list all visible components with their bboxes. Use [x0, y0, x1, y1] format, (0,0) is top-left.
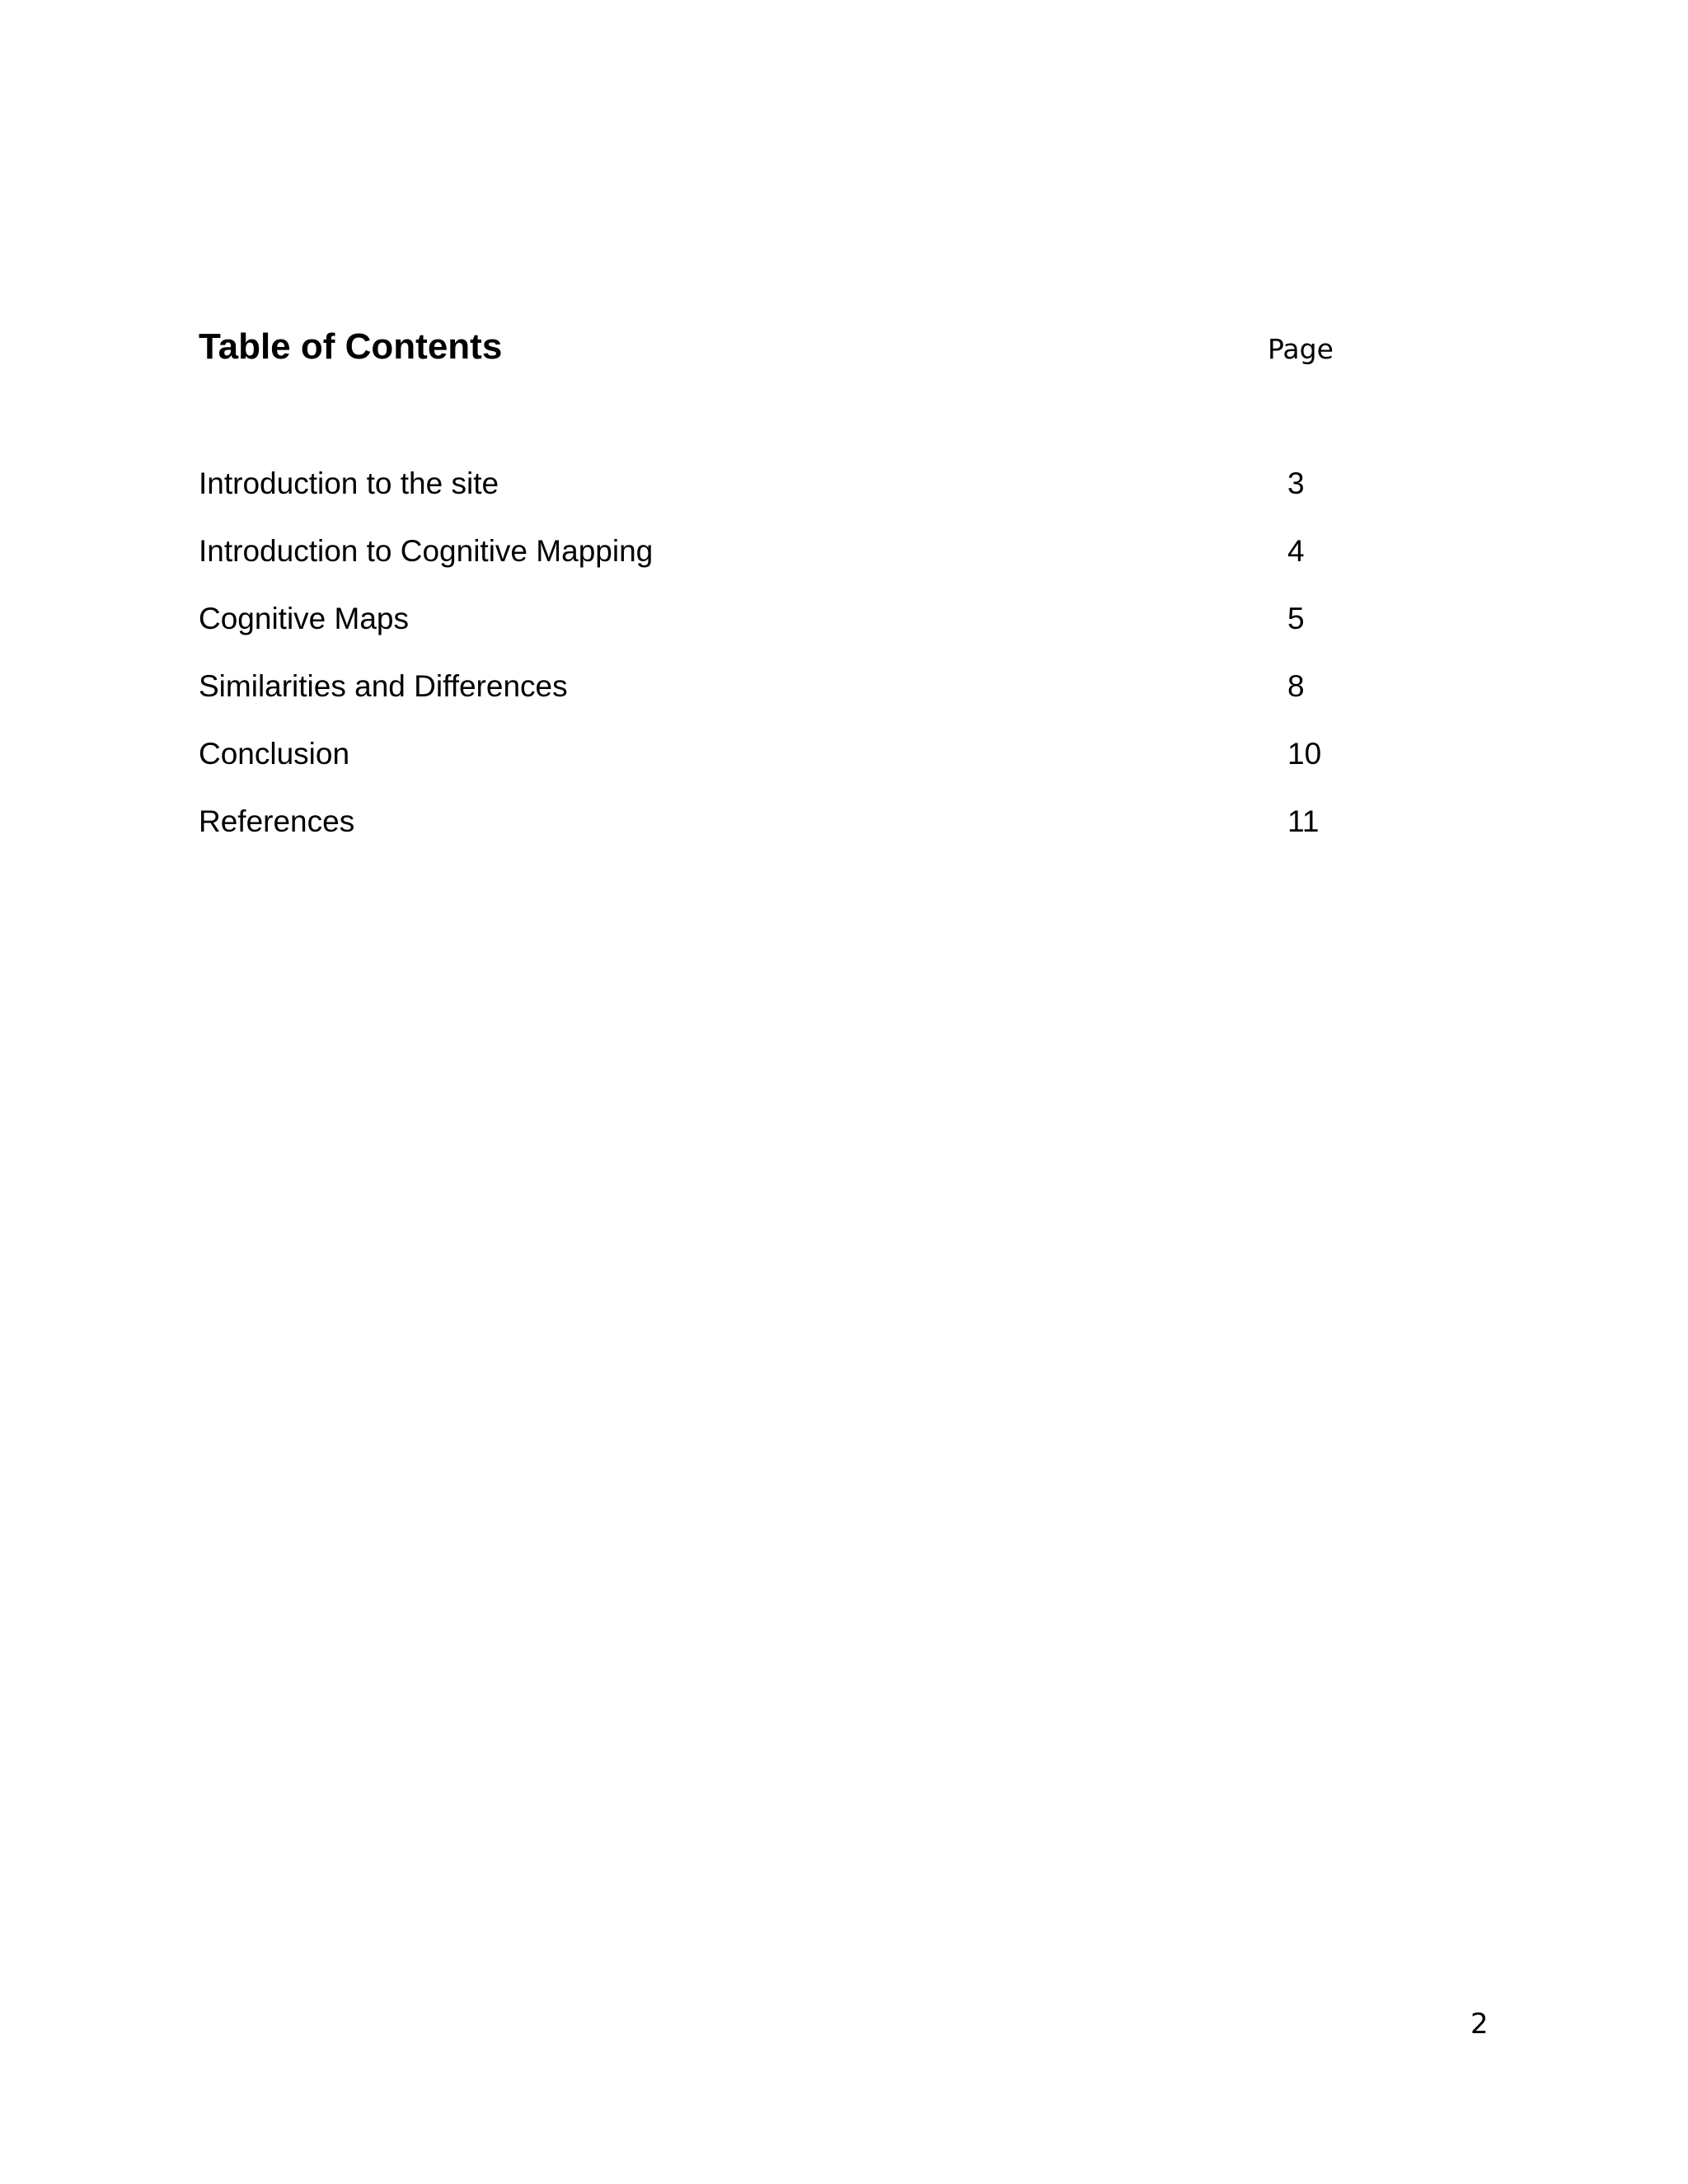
- toc-entry-page: 11: [1287, 804, 1320, 838]
- toc-entry-label: Cognitive Maps: [199, 602, 410, 635]
- toc-entry-label: Introduction to the site: [199, 466, 499, 500]
- page-number: 2: [1470, 2008, 1489, 2041]
- toc-entry: [199, 596, 1353, 642]
- toc-entry-page: 8: [1287, 669, 1305, 703]
- toc-entry-page: 10: [1287, 737, 1322, 771]
- toc-entry: [199, 663, 1353, 710]
- toc-entry: [199, 799, 1353, 845]
- toc-entry-page: 5: [1287, 602, 1305, 635]
- toc-entry-label: Similarities and Differences: [199, 669, 568, 703]
- toc-entry: [199, 731, 1353, 777]
- page-column-header: Page: [1268, 333, 1334, 365]
- toc-entry-page: 4: [1287, 534, 1305, 568]
- toc-entry-label: References: [199, 804, 355, 838]
- toc-entry: [199, 461, 1353, 507]
- toc-entry-label: Introduction to Cognitive Mapping: [199, 534, 654, 568]
- toc-entry-page: 3: [1287, 466, 1305, 500]
- toc-entry-label: Conclusion: [199, 737, 350, 771]
- toc-entry: [199, 528, 1353, 574]
- toc-title: Table of Contents: [199, 326, 503, 367]
